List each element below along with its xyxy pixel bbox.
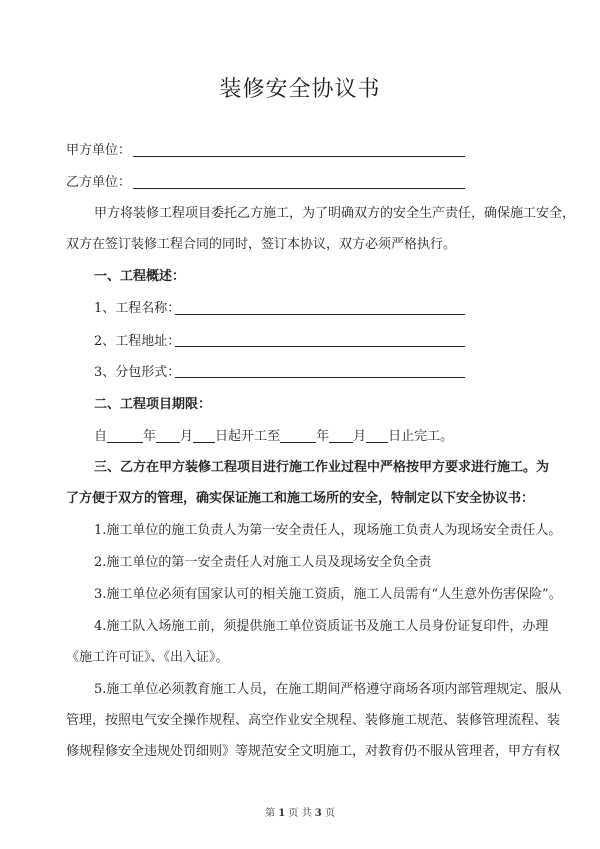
party-b-blank	[133, 188, 465, 189]
footer-page-total: 3	[314, 808, 322, 819]
party-a-blank	[133, 156, 465, 157]
clause-3: 3.施工单位必须有国家认可的相关施工资质，施工人员需有“人生意外伤害保险”。	[94, 587, 562, 602]
period-day2-end: 日止完工。	[388, 429, 454, 444]
period-year2: 年	[316, 429, 330, 444]
intro-line-2: 双方在签订装修工程合同的同时，签订本协议，双方必须严格执行。	[66, 237, 457, 252]
footer-page-mid: 页 共	[288, 808, 312, 819]
item3-label: 3、分包形式：	[94, 365, 181, 380]
footer-page-suffix: 页	[324, 808, 335, 819]
clause-4-line-2: 《施工许可证》、《出入证》。	[66, 650, 229, 665]
intro-line-1: 甲方将装修工程项目委托乙方施工，为了明确双方的安全生产责任，确保施工安全，	[94, 206, 576, 221]
item2-label: 2、工程地址：	[94, 334, 181, 349]
clause-5-line-1: 5.施工单位必须教育施工人员，在施工期间严格遵守商场各项内部管理规定、服从	[94, 682, 562, 697]
item1-blank	[175, 314, 465, 315]
page-footer	[0, 804, 600, 819]
period-month2-blank	[329, 428, 353, 443]
clause-4-line-1: 4.施工队入场施工前，须提供施工单位资质证书及施工人员身份证复印件，办理	[94, 619, 549, 634]
document-title: 装修安全协议书	[219, 77, 381, 102]
section3-line-2: 了方便于双方的管理，确实保证施工和施工场所的安全，特制定以下安全协议书：	[66, 491, 535, 506]
period-from: 自	[94, 429, 108, 444]
party-b-label: 乙方单位：	[66, 175, 132, 190]
period-month1: 月	[180, 429, 194, 444]
clause-2: 2.施工单位的第一安全责任人对施工人员及现场安全负全责	[94, 555, 432, 570]
period-month1-blank	[156, 428, 180, 443]
item1-label: 1、工程名称：	[94, 301, 181, 316]
period-month2: 月	[353, 429, 367, 444]
section1-heading: 一、工程概述：	[94, 269, 186, 284]
clause-5-line-2: 管理，按照电气安全操作规程、高空作业安全规程、装修施工规范、装修管理流程、装	[66, 713, 561, 728]
section3-line-1: 三、乙方在甲方装修工程项目进行施工作业过程中严格按甲方要求进行施工。为	[94, 460, 550, 475]
period-line	[94, 428, 453, 446]
period-year1: 年	[143, 429, 157, 444]
period-day2-blank	[366, 428, 388, 443]
period-day1-blank	[193, 428, 215, 443]
party-a-label: 甲方单位：	[66, 143, 132, 158]
footer-page-number: 1	[278, 808, 286, 819]
clause-5-line-3: 修规程修安全违规处罚细则》等规范安全文明施工，对教育仍不服从管理者，甲方有权	[66, 744, 561, 759]
footer-page-prefix: 第	[265, 808, 276, 819]
section2-heading: 二、工程项目期限：	[94, 397, 212, 412]
period-year1-blank	[107, 428, 143, 443]
item2-blank	[175, 346, 465, 347]
period-day1-start: 日起开工至	[215, 429, 281, 444]
period-year2-blank	[280, 428, 316, 443]
clause-1: 1.施工单位的施工负责人为第一安全责任人，现场施工负责人为现场安全责任人。	[94, 523, 562, 538]
item3-blank	[175, 377, 465, 378]
